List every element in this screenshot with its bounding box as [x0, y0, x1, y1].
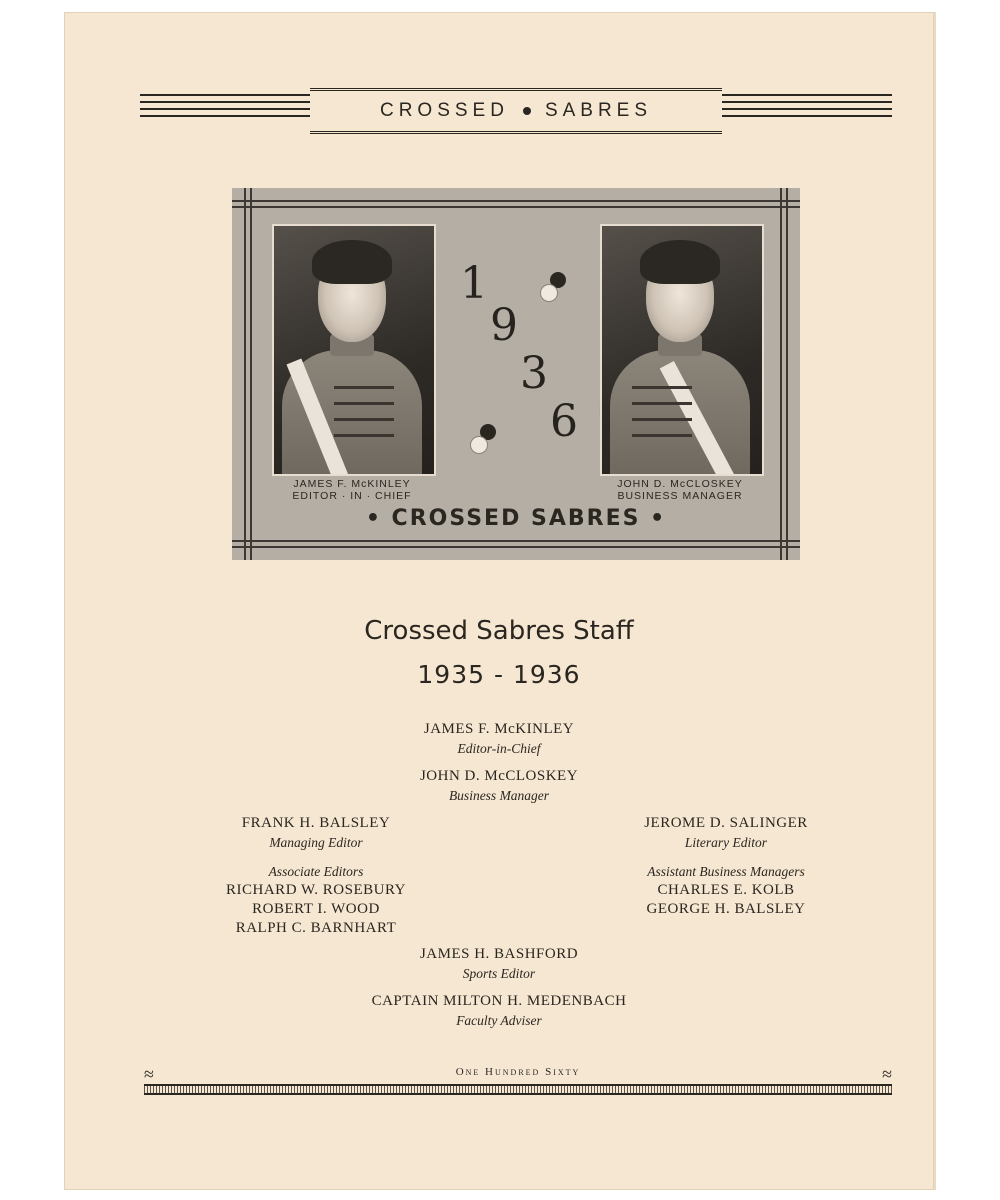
staff-entry-managing-editor [156, 814, 476, 852]
year-digit: 3 [520, 348, 548, 399]
staff-name: RICHARD W. ROSEBURY [226, 882, 406, 898]
page-footer [144, 1066, 892, 1098]
staff-role: Associate Editors [268, 864, 364, 879]
year-digit: 9 [490, 300, 518, 351]
plate-border [244, 188, 246, 560]
plate-border [232, 540, 800, 542]
staff-role: Faculty Adviser [456, 1013, 542, 1028]
banner-rule-right [722, 94, 892, 124]
banner-dot [523, 107, 531, 115]
portrait-photo-mckinley [272, 224, 436, 476]
staff-name: ROBERT I. WOOD [252, 901, 380, 917]
staff-entry-sports-editor [299, 945, 699, 983]
photo-plate [232, 188, 800, 560]
staff-name: JOHN D. McCLOSKEY [419, 768, 579, 784]
staff-name: RALPH C. BARNHART [235, 920, 397, 936]
staff-entry-associate-editors [156, 862, 476, 938]
staff-entry-editor [299, 720, 699, 758]
plate-border [232, 206, 800, 208]
year-digit: 1 [460, 258, 488, 309]
staff-name: FRANK H. BALSLEY [241, 815, 391, 831]
caption-name: JOHN D. McCLOSKEY [617, 478, 743, 490]
plate-border [232, 200, 800, 202]
staff-role: Sports Editor [462, 966, 536, 981]
year-digit: 6 [550, 396, 578, 447]
decorative-circle [540, 284, 558, 302]
plate-title: • CROSSED SABRES • [365, 506, 667, 531]
staff-role: Editor-in-Chief [457, 741, 541, 756]
staff-entry-assistant-business-managers [566, 862, 886, 919]
decorative-circle [470, 436, 488, 454]
banner-title-right: SABRES [544, 100, 653, 121]
page-number: One Hundred Sixty [455, 1066, 581, 1078]
banner-title-left: CROSSED [379, 100, 509, 121]
staff-name: CHARLES E. KOLB [657, 882, 795, 898]
staff-name: CAPTAIN MILTON H. MEDENBACH [371, 993, 627, 1009]
ornament-icon: ≈ [144, 1064, 154, 1084]
plate-border [232, 546, 800, 548]
plate-border [250, 188, 252, 560]
staff-name: JAMES H. BASHFORD [419, 946, 579, 962]
staff-entry-business-manager [299, 767, 699, 805]
staff-role: Business Manager [448, 788, 550, 803]
yearbook-page [64, 12, 934, 1190]
staff-entry-literary-editor [566, 814, 886, 852]
staff-years: 1935 - 1936 [417, 660, 581, 689]
staff-role: Literary Editor [684, 835, 768, 850]
caption-mckinley [252, 478, 452, 502]
staff-role: Assistant Business Managers [647, 864, 805, 879]
header-banner [140, 88, 892, 132]
caption-role: BUSINESS MANAGER [617, 490, 743, 502]
portrait-photo-mccloskey [600, 224, 764, 476]
ornament-icon: ≈ [882, 1064, 892, 1084]
staff-name: JEROME D. SALINGER [644, 815, 808, 831]
plate-border [780, 188, 782, 560]
banner-box [310, 88, 722, 134]
staff-entry-faculty-adviser [299, 992, 699, 1030]
staff-heading: Crossed Sabres Staff [364, 616, 634, 646]
staff-name: GEORGE H. BALSLEY [646, 901, 806, 917]
caption-mccloskey [580, 478, 780, 502]
banner-rule-left [140, 94, 310, 124]
staff-name: JAMES F. McKINLEY [423, 721, 575, 737]
footer-rule [144, 1084, 892, 1095]
plate-border [786, 188, 788, 560]
caption-name: JAMES F. McKINLEY [293, 478, 411, 490]
staff-role: Managing Editor [269, 835, 363, 850]
caption-role: EDITOR · IN · CHIEF [292, 490, 412, 502]
